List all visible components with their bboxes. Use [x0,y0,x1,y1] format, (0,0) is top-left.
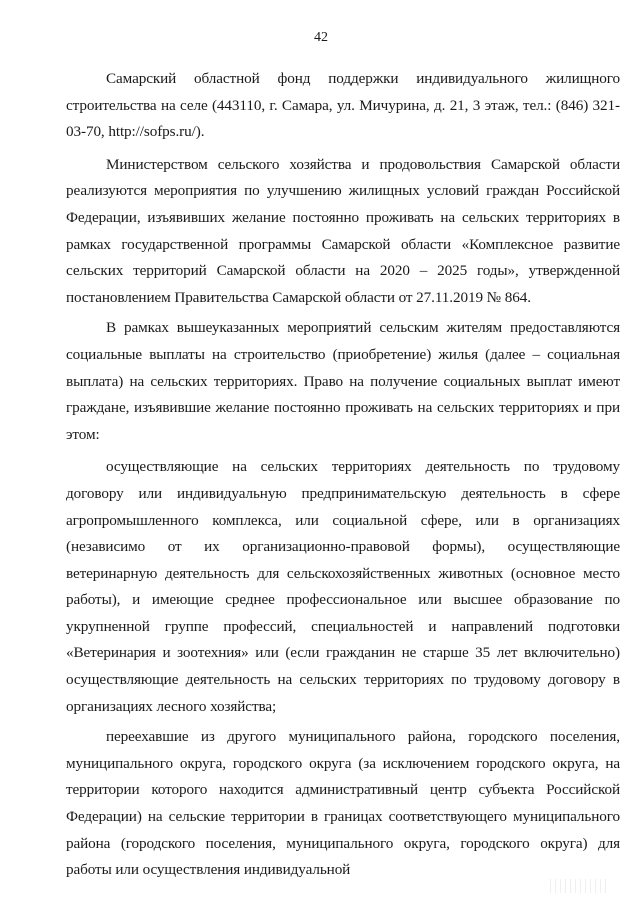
scan-noise [550,879,610,893]
paragraph-fund-contacts: Самарский областной фонд поддержки индивидуального жилищного строительства на селе (443110, г. Самара, ул. Мичурина, д. 21, 3 этаж, тел.: (846) 321-03-70, http://sofps.ru/). [66,70,620,141]
paragraph-ministry-program: Министерством сельского хозяйства и продовольствия Самарской области реализуются мероприятия по улучшению жилищных условий граждан Российской Федерации, изъявивших желание постоянно проживать на сельских территориях в рамках государственной программы Самарской области «Комплексное развитие сельских территорий Самарской области на 2020 – 2025 годы», утвержденной постановлением Правительства Самарской области от 27.11.2019 № 864. [66,155,620,306]
paragraph-social-payments: В рамках вышеуказанных мероприятий сельским жителям предоставляются социальные выплаты на строительство (приобретение) жилья (далее – социальная выплата) на сельских территориях. Право на получение социальных выплат имеют граждане, изъявившие желание постоянно проживать на сельских территориях и при этом: [66,319,620,443]
page-number: 42 [314,30,328,45]
paragraph-eligibility-relocated: переехавшие из другого муниципального района, городского поселения, муниципального округа, городского округа (за исключением городского округа, на территории которого находится административный центр субъекта Российской Федерации) на сельские территории в границах соответствующего муниципального района (городского поселения, муниципального округа, городского округа) для работы или осуществления индивидуальной [66,728,620,879]
paragraph-eligibility-employed: осуществляющие на сельских территориях деятельность по трудовому договору или индивидуальную предпринимательскую деятельность в сфере агропромышленного комплекса, или социальной сфере, или в организациях (независимо от их организационно-правовой формы), осуществляющие ветеринарную деятельность для сельскохозяйственных животных (основное место работы), и имеющие среднее профессиональное или высшее образование по укрупненной группе профессий, специальностей и направлений подготовки «Ветеринария и зоотехния» или (если гражданин не старше 35 лет включительно) осуществляющие деятельность на сельских территориях по трудовому договору в организациях лесного хозяйства; [66,458,620,715]
